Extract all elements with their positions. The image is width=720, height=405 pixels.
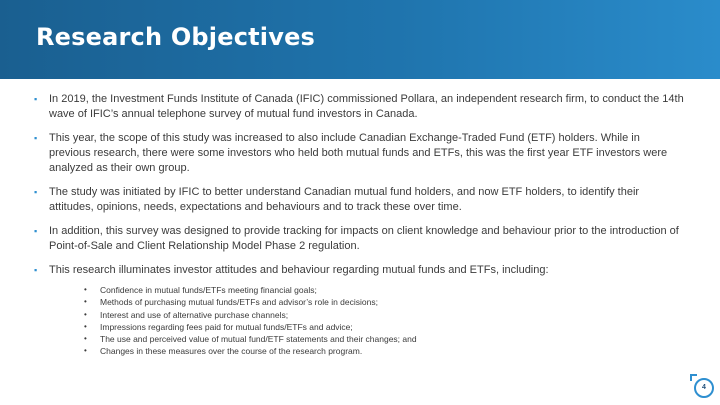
page-number-badge: 4 — [694, 378, 714, 398]
title-banner — [0, 0, 720, 79]
sub-bullet-text: Changes in these measures over the course of the research program. — [100, 346, 363, 357]
bullet-text: This research illuminates investor attitudes and behaviour regarding mutual funds and ETFs, including: — [49, 264, 549, 276]
sub-bullet-text: Interest and use of alternative purchase channels; — [100, 309, 289, 320]
bullet-item — [34, 185, 684, 215]
sub-bullet-icon: • — [84, 334, 87, 344]
sub-bullet-text: Impressions regarding fees paid for mutual funds/ETFs and advice; — [100, 321, 353, 332]
bullet-icon: ▪ — [34, 187, 38, 197]
bullet-icon: ▪ — [34, 94, 38, 104]
bullet-item — [34, 131, 684, 176]
bullet-icon: ▪ — [34, 133, 38, 143]
bullet-text: This year, the scope of this study was increased to also include Canadian Exchange-Traded Fund (ETF) holders. While in previous research, there were some investors who held both mutual funds and ETFs, this was the first year ETF investors were analyzed as their own group. — [49, 132, 668, 174]
sub-bullet-item — [84, 309, 684, 321]
sub-bullet-text: Confidence in mutual funds/ETFs meeting financial goals; — [100, 285, 317, 295]
bullet-item — [34, 263, 684, 278]
sub-bullet-item — [84, 345, 684, 357]
sub-bullet-list — [84, 284, 684, 358]
sub-bullet-text: Methods of purchasing mutual funds/ETFs and advisor’s role in decisions; — [100, 297, 378, 308]
sub-bullet-icon: • — [84, 309, 87, 319]
bullet-text: The study was initiated by IFIC to better understand Canadian mutual fund holders, and now ETF holders, to identify their attitudes, opinions, needs, expectations and behaviours and to track these over time. — [49, 186, 640, 213]
sub-bullet-icon: • — [84, 285, 87, 294]
bullet-icon: ▪ — [34, 226, 38, 236]
bullet-item — [34, 224, 684, 254]
bullet-text: In addition, this survey was designed to provide tracking for impacts on client knowledge and behaviour prior to the introduction of Point-of-Sale and Client Relationship Model Phase 2 regulation. — [49, 225, 679, 252]
bullet-text: In 2019, the Investment Funds Institute of Canada (IFIC) commissioned Pollara, an independent research firm, to conduct the 14th wave of IFIC’s annual telephone survey of mutual fund investors in Canada. — [49, 93, 684, 120]
sub-bullet-icon: • — [84, 346, 87, 356]
sub-bullet-icon: • — [84, 297, 87, 307]
sub-bullet-icon: • — [84, 321, 87, 331]
objectives-list — [34, 92, 684, 358]
page-title: Research Objectives — [36, 23, 316, 51]
sub-bullet-item — [84, 333, 684, 345]
sub-bullet-text: The use and perceived value of mutual fund/ETF statements and their changes; and — [100, 334, 417, 345]
sub-bullet-item — [84, 321, 684, 333]
bullet-icon: ▪ — [34, 265, 38, 275]
sub-bullet-item — [84, 284, 684, 296]
sub-bullet-item — [84, 296, 684, 308]
bullet-item — [34, 92, 684, 122]
